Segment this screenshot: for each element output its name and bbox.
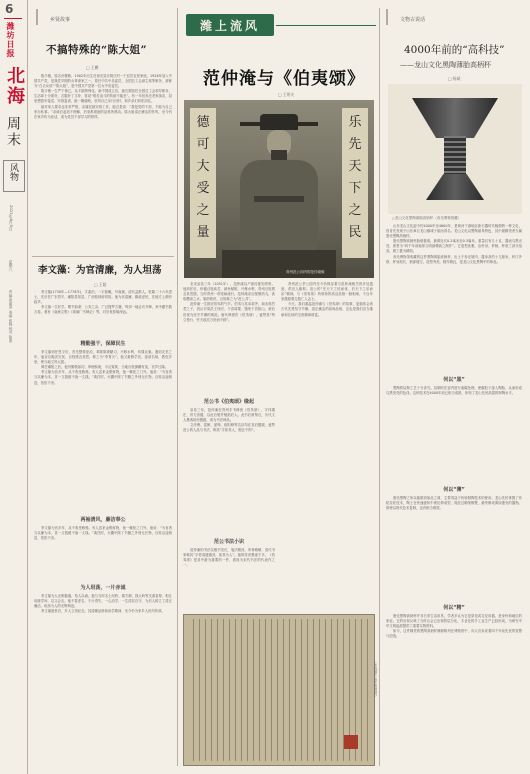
statue-hat-wings [240, 122, 318, 126]
paragraph: 陈少敏一生严于律己，从不搞特殊化。新中国成立后，她长期担任全国总工会领导职务，生活却十分简朴，衣服补了又补，常说“艰苦奋斗的传统不能丢”。有一年回寿光老家探亲，县里想派车接送、安排宴请，她一概谢绝，坚持自己步行回村，和乡亲们同吃同住。 [34, 89, 172, 104]
calligraphy-left-text [193, 112, 213, 244]
calligraphy-char: 德 [196, 115, 210, 130]
column-tag-right: 文物古说话 [400, 17, 426, 23]
article4-byline: □ 杨斌 [448, 76, 461, 81]
article2-subhead3: 为人坦荡，一片赤诚 [80, 585, 126, 591]
article4-body4 [386, 614, 522, 764]
calligraphy-char: 之 [196, 203, 210, 218]
issue-date: 2021年6月5日 [9, 205, 14, 231]
paragraph: 李文藻为官多年，从不收受贿赂。有人送来金银财物，他一概拒之门外。他说：“为官者当以廉为本，贪一文钱便不值一文钱。”离任时，行囊中除了书籍之外别无长物，百姓沿途相送，依依不舍。 [34, 526, 172, 541]
paragraph: 陈少敏，原名孙肇修，1902年出生在寿光县沙窝庄村一个贫苦农民家庭。1928年加入中国共产党，是我党早期的女革命家之一，曾任中共中央委员、全国总工会副主席等职务，被称为“白衣女侠”“陈大姐”，是中国共产党第一位女中央委员。 [34, 74, 172, 89]
article1-body [34, 74, 172, 252]
calligraphy-char: 下 [348, 181, 362, 196]
paragraph: 李文藻为人光明磊落，待人以诚。他与当时名士纪昀、翁方纲、钱大昕等交游甚厚，相互切磋学问，以文会友。他不慕虚名，不计得失，一心治学，一生清贫自守，为后人树立了清正廉洁、坦荡为人的光辉典范。 [34, 594, 172, 609]
column-tag-left: 乡贤故事 [50, 17, 71, 23]
paragraph: 李文藻为官多年，从不收受贿赂。有人送来金银财物，他一概拒之门外。他说：“为官者当以廉为本，贪一文钱便不值一文钱。”离任时，行囊中除了书籍之外别无长物，百姓沿途相送，依依不舍。 [34, 370, 172, 385]
paragraph: 今天，我们重温范仲淹与《伯夷颂》的故事，更能体会到古代先贤坚守节操、清正廉洁的高尚品格，这也是我们应当继承和弘扬的宝贵精神财富。 [281, 302, 373, 317]
rubbing-columns [188, 619, 370, 761]
paper-name: 潍坊日报 [6, 22, 16, 58]
article3-byline: □ 王明夫 [278, 92, 295, 97]
paragraph: 李文藻到任恩平后，首先整顿吏治，革除陈规陋习，兴修水利，劝课农桑。遇到灾荒之年，他亲自赈济灾民，百姓感念其恩，称之为“李青天”。他又重修学宫，延请名师，教化乡里，使当地文风大振。 [34, 350, 172, 365]
article4-body2 [386, 386, 522, 482]
calligraphy-char: 之 [348, 203, 362, 218]
calligraphy-char: 可 [196, 137, 210, 152]
article3-body-col1 [183, 282, 275, 394]
calligraphy-char: 量 [196, 225, 210, 240]
calligraphy-right-text [345, 112, 365, 244]
statue-caption: 青州范公祠内的范仲淹像 [286, 270, 325, 274]
column-tag-mark-right [386, 9, 396, 25]
paragraph: 青州范公亭公园内至今仍保存着与范仲淹相关的多处遗迹，供后人瞻仰。范公的“先天下之忧而忧，后天下之乐而乐”精神，与《伯夷颂》所颂扬的高洁品格一脉相承，千百年来激励着无数仁人志士。 [281, 282, 373, 302]
statue-photo [184, 100, 374, 278]
banner [186, 14, 274, 36]
article4-subhead2: 何以“薄” [443, 487, 465, 493]
article3-body-col1b [183, 408, 275, 534]
column-divider-2 [379, 8, 380, 766]
article2-subhead1: 精勤强干，保障民生 [80, 341, 126, 347]
column-tag-mark [36, 9, 46, 25]
masthead-divider [4, 18, 22, 19]
goblet-base [426, 174, 484, 200]
article4-subhead1: 何以“黑” [443, 377, 465, 383]
paragraph: 北宋皇祐三年（1051年），范仲淹以户部侍郎知青州。他到任后，体恤百姓疾苦，减免赋税，兴修水利，青州百姓感念其恩德。当时青州一带疫病流行，范仲淹亲自配制药丸，汲取醴泉之水，施药救民，百姓称之为“范公井”。 [183, 282, 275, 302]
paragraph: 调任潮阳之后，他仍勤勉如初，审理积案，平反冤狱，当地百姓拥戴有加，官声日隆。 [41, 365, 169, 370]
article3-title: 范仲淹与《伯夷颂》 [203, 69, 365, 89]
article3-subhead1: 范公书《伯夷颂》缘起 [203, 399, 254, 405]
paragraph: 蛋壳黑陶高柄杯并非日常生活用具，学者多认为它是祭祀或礼仪用器，是身份和地位的象征。它的出现反映了当时社会已出现阶层分化，专业化的手工业生产已经形成，为研究中华文明起源提供了重要实物资料。 [386, 614, 522, 629]
paragraph: 黑陶的烧制工艺十分讲究。烧制时在窑内进行渗碳处理，使碳粒子渗入陶胎，从而形成乌黑发亮的色泽。这种技术在4000年前已相当成熟，体现了龙山先民高超的制陶水平。 [386, 386, 522, 396]
brand-title: 北海 [4, 66, 25, 106]
goblet-stem [444, 136, 466, 176]
editor-credit: 责编 黄丽萍 美编 张锦 校对 陈燕 [9, 290, 13, 343]
calligraphy-char: 大 [196, 159, 210, 174]
edition-label: 周末 [5, 116, 21, 148]
paragraph: 蛋壳黑陶之所以能做到如此之薄，主要得益于快轮制陶技术的使用。龙山先民掌握了快轮拉坯技术，陶土在快速旋转中被拉伸成型，再经过精细修整，最终制成薄如蛋壳的器物。即使以现代技术复制，也有相当难度。 [386, 496, 522, 511]
banner-line [276, 25, 376, 26]
column-divider-1 [177, 8, 178, 766]
rubbing-seal [344, 735, 358, 749]
paragraph: 山东龙山文化距今约4000年至4600年，是黄河下游地区新石器时代晚期的一种文化，因首先发现于山东章丘龙山镇城子崖而得名。龙山文化以黑陶最具特色，其中最精美者当属蛋壳黑陶高柄杯。 [386, 224, 522, 239]
calligraphy-char: 乐 [348, 115, 362, 130]
left-divider [32, 256, 174, 257]
banner-title: 潍上流风 [199, 19, 260, 33]
paragraph: 李文藻逝世后，乡人立祠纪念。其清廉品格和治学精神，至今仍为家乡人民所传颂。 [41, 609, 165, 614]
masthead-border [27, 0, 28, 774]
article2-title: 李文藻：为官清廉，为人坦荡 [38, 265, 162, 276]
article4-subhead3: 何以“精” [443, 605, 465, 611]
page-number: 6 [5, 2, 14, 16]
paragraph: 范仲淹一生推崇伯夷的气节。伯夷与其弟叔齐，商末孤竹君之子，因反对周武王伐纣，不食周粟，饿死于首阳山，被后世视为坚守节操的典范。唐代韩愈作《伯夷颂》，盛赞其“特立独行，穷天地亘万世而不顾”。 [183, 302, 275, 322]
goblet-caption: △龙山文化黑陶薄胎高柄杯（寿光博物馆藏） [392, 216, 462, 220]
rubbing-note: （本版图片由作者提供） [374, 660, 378, 699]
article2-body3 [34, 526, 172, 580]
article1-byline: □ 王鹏 [86, 65, 99, 70]
goblet-photo [388, 84, 522, 214]
paragraph: 皇祐三年，范仲淹在青州手书韩愈《伯夷颂》，字体端庄，骨力劲健，以此自勉并勉励后人。此书后被刻石，历代文人墨客纷纷题跋，成为书法珍品。 [183, 408, 275, 423]
article3-body-col2 [281, 282, 373, 610]
calligraphy-char: 先 [348, 137, 362, 152]
statue-robe-sash [254, 196, 304, 202]
article3-subhead2: 范公书法小识 [213, 539, 244, 545]
article1-title: 不搞特殊的“陈大姐” [46, 44, 148, 56]
masthead [0, 0, 26, 774]
article4-subtitle: ——龙山文化黑陶薄胎高柄杯 [400, 61, 491, 69]
article3-body-col1c [183, 548, 275, 610]
article2-byline: □ 王超 [94, 282, 107, 287]
paragraph: 蛋壳黑陶高柄杯胎壁极薄，最薄处仅0.2毫米至0.3毫米，重量仅有几十克，器表乌黑光亮，被誉为“四千年前地球文明最精致之制作”。它造型优雅，由杯身、杯柄、杯座三部分组成，做工极为精细。 [386, 239, 522, 254]
article4-body3 [386, 496, 522, 600]
article2-body [34, 290, 172, 336]
calligraphy-rubbing [183, 614, 375, 766]
calligraphy-char: 受 [196, 181, 210, 196]
article4-title: 4000年前的“高科技” [404, 44, 505, 56]
paragraph: 她对家人要求也非常严格，亲属托她安排工作，她总是说：“我是党的干部，不能为自己家办私事。”亲戚们起初不理解，后来都被她的品格所感动。陈大姐清正廉洁的作风，至今仍在家乡传为佳话，成为党员干部学习的榜样。 [34, 104, 172, 119]
calligraphy-char: 天 [348, 159, 362, 174]
calligraphy-char: 民 [348, 225, 362, 240]
article4-body [386, 224, 522, 372]
paragraph: 如今，这件精美的黑陶高柄杯静静陈列在博物馆中，向人们诉说着四千年前先民的智慧与创造。 [386, 629, 522, 639]
paragraph: 李文藻一生好学，嗜书如命，公务之余，广泛搜罗古籍，每到一地必访书肆，家中藏书数万卷，著有《南涧文集》《琉璃厂书肆记》等，对后世影响深远。 [34, 305, 172, 315]
paragraph: 文彦博、富弼、晏殊、欧阳修等名臣均在其后题跋，盛赞范公的人品与书法，称其“字如其人，刚正不阿”。 [183, 423, 275, 433]
paragraph: 李文藻(1730年—1778年)，字素伯，一字茝畹，号南涧，清代益都人，乾隆二十六年进士，先后任广东恩平、潮阳县知县，广西桂林府同知。他为官清廉，勤政爱民，在地方上颇有政声。 [34, 290, 172, 305]
goblet-cup [412, 98, 498, 138]
article2-body2 [34, 350, 172, 512]
article2-body4 [34, 594, 172, 764]
paragraph: 寿光博物馆收藏的这件黑陶薄胎高柄杯，出土于寿光境内，器身高约十几厘米，杯口外侈，杯身细长，柄部镂空，造型秀美，制作精良，是龙山文化黑陶中的珍品。 [386, 254, 522, 264]
issue-weekday: 星期六 [9, 260, 14, 272]
paragraph: 范仲淹的书法以楷书见长，笔法精劲，风骨峻峭，清代书家称其“字势清瘦遒劲，如其为人”。他的传世墨迹不多，《伯夷颂》是其中最为重要的一件，被视为宋代书法的代表作之一。 [183, 548, 275, 568]
article2-subhead2: 两袖清风，廉洁奉公 [80, 517, 126, 523]
section-label: 风物 [8, 163, 18, 181]
